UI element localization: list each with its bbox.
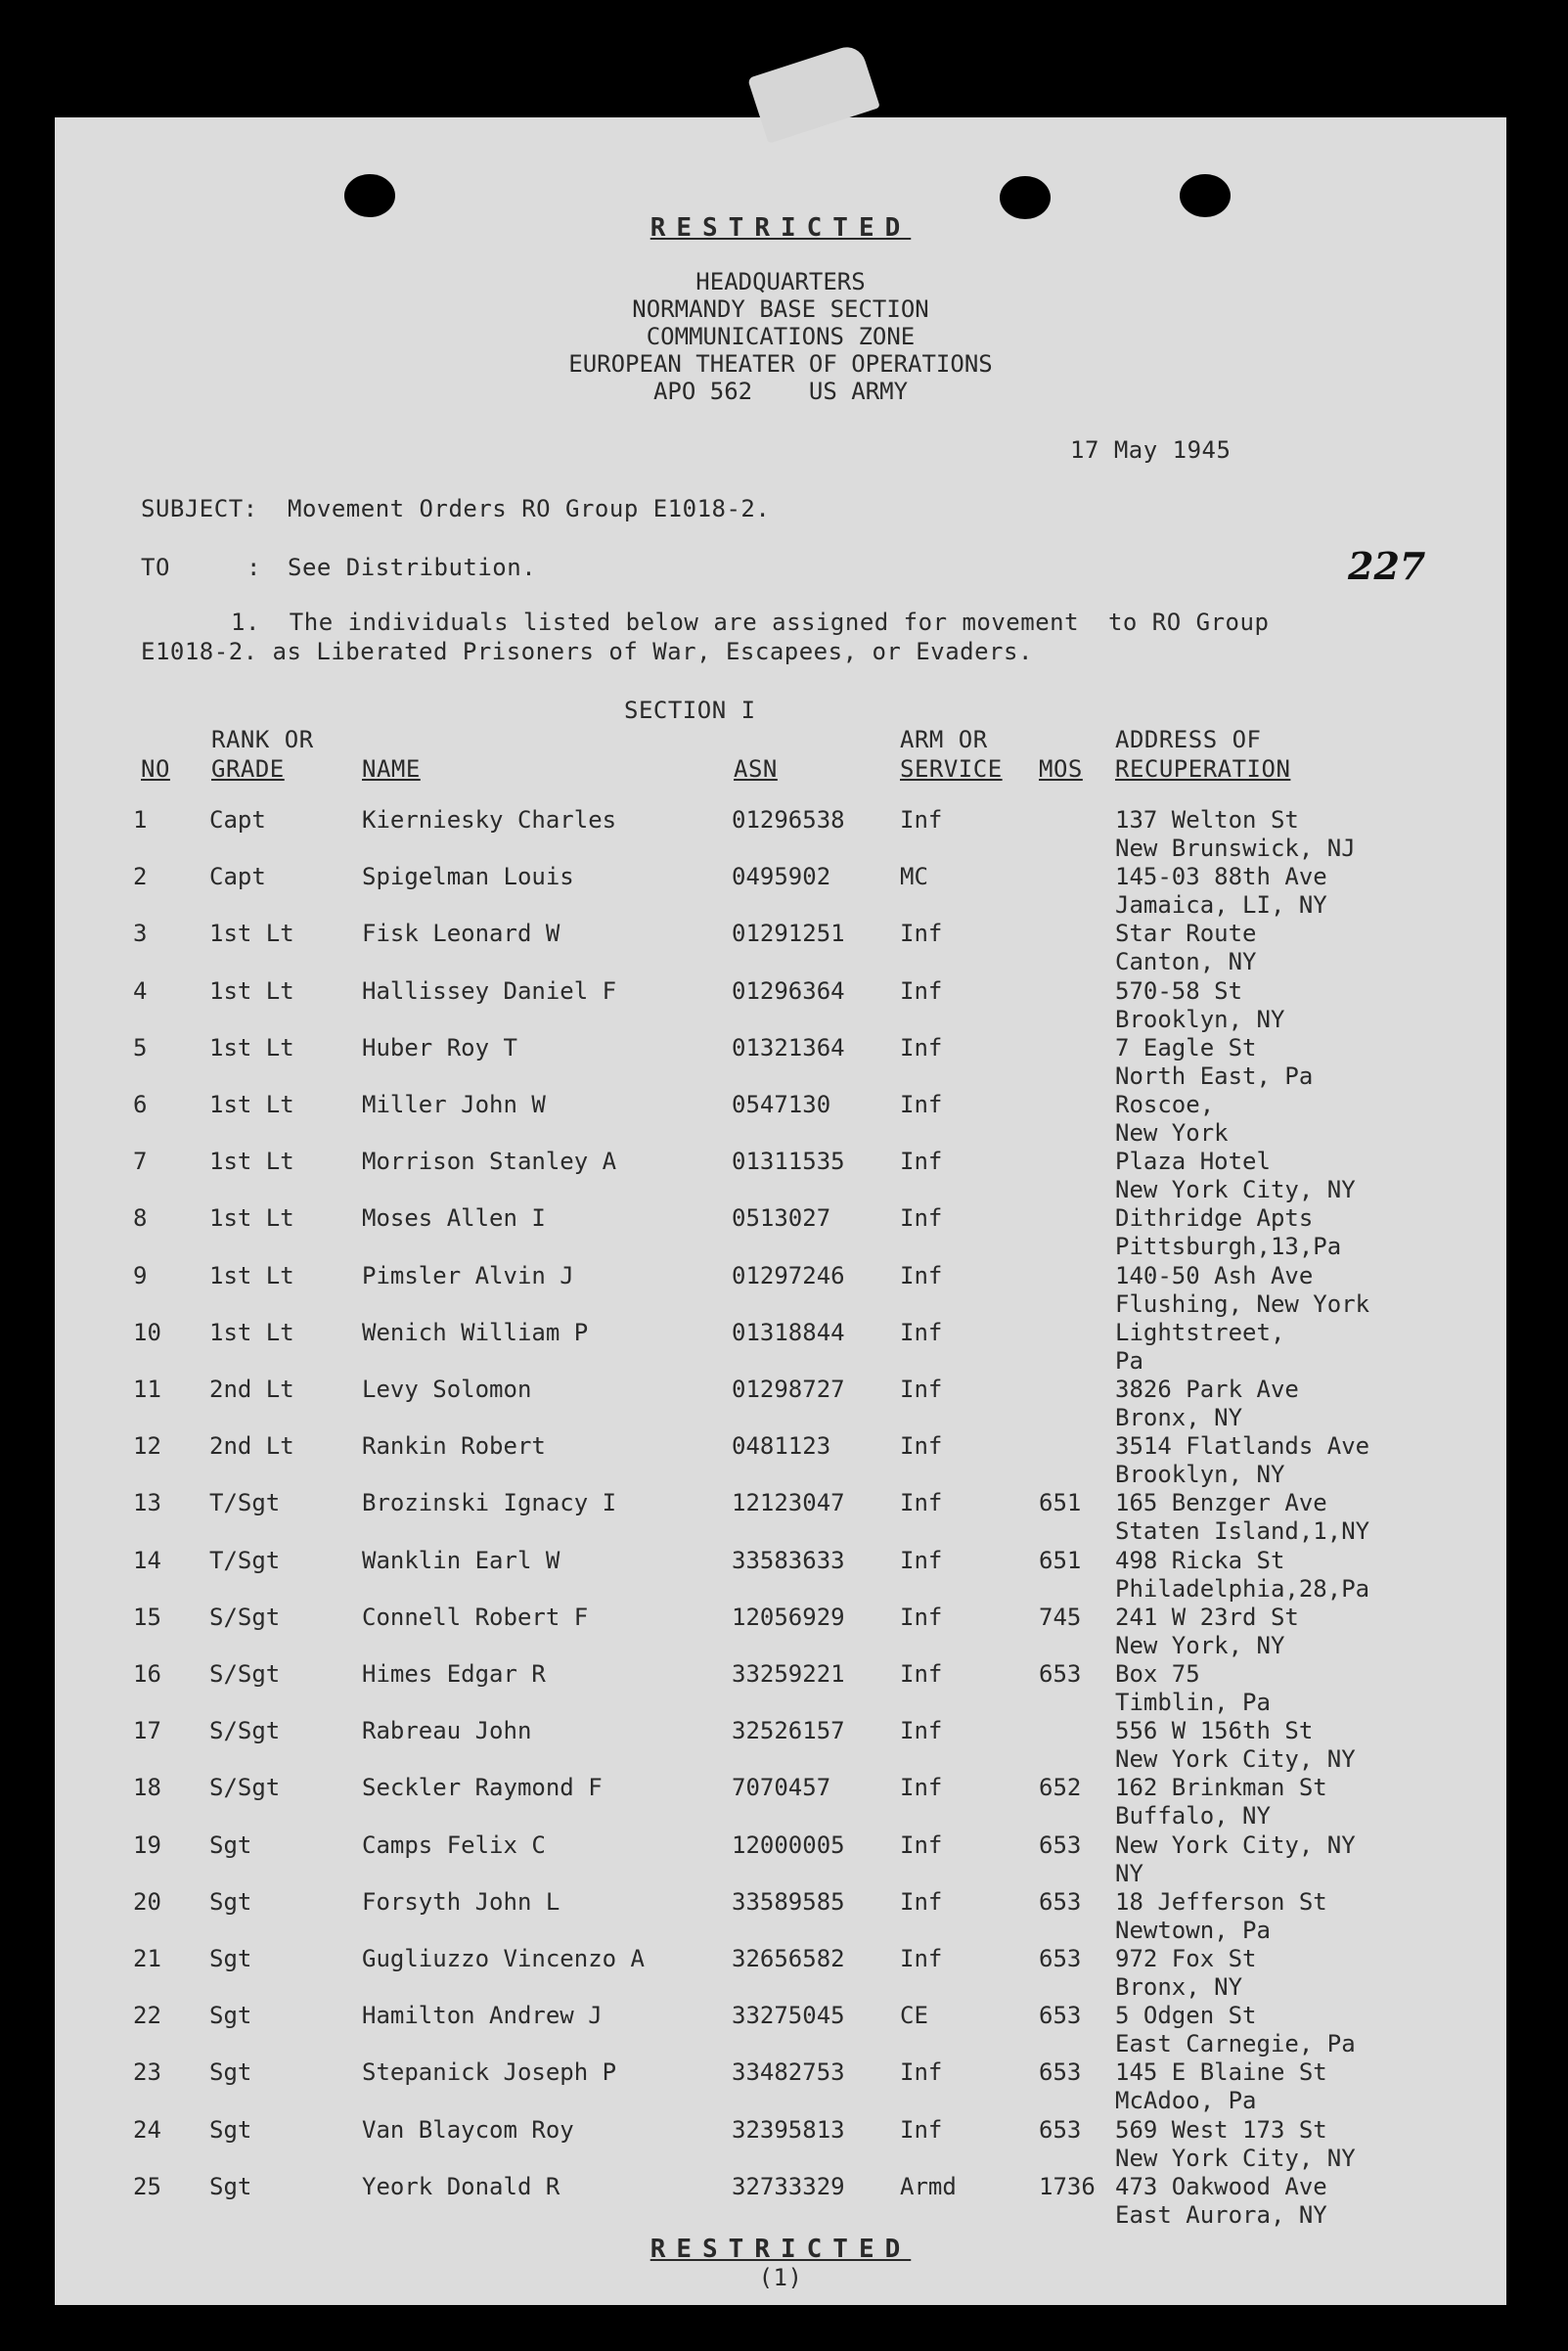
address-cell (1115, 1774, 1327, 1831)
asn-cell: 32733329 (732, 2172, 845, 2200)
asn-cell: 12056929 (732, 1603, 845, 1631)
name-cell: Morrison Stanley A (362, 1148, 617, 1176)
rank-cell: 1st Lt (209, 1033, 294, 1062)
table-row (0, 1432, 1568, 1489)
table-row (0, 920, 1568, 976)
table-row (0, 1489, 1568, 1546)
punch-hole (1180, 174, 1231, 217)
asn-cell: 33275045 (732, 2002, 845, 2030)
rank-cell: T/Sgt (209, 1489, 281, 1517)
document-date: 17 May 1945 (1070, 436, 1232, 464)
address-cell (1115, 1091, 1229, 1148)
arm-cell: Inf (900, 1717, 943, 1745)
address-cell (1115, 2058, 1327, 2115)
arm-cell: Inf (900, 1318, 943, 1346)
asn-cell: 01296538 (732, 806, 845, 834)
table-row (0, 1204, 1568, 1261)
row-number: 23 (133, 2058, 161, 2087)
asn-cell: 33482753 (732, 2058, 845, 2087)
col-header-mos: MOS (1039, 755, 1083, 783)
row-number: 10 (133, 1318, 161, 1346)
rank-cell: 2nd Lt (209, 1432, 294, 1461)
col-header-address-top: ADDRESS OF (1115, 726, 1262, 753)
rank-cell: 1st Lt (209, 1091, 294, 1118)
mos-cell: 651 (1039, 1546, 1082, 1574)
address-line-1: 241 W 23rd St (1115, 1603, 1299, 1631)
row-number: 22 (133, 2002, 161, 2030)
table-row (0, 1376, 1568, 1432)
row-number: 6 (133, 1091, 148, 1118)
address-line-2: Flushing, New York (1115, 1289, 1370, 1318)
rank-cell: 1st Lt (209, 1204, 294, 1233)
col-header-rank-top: RANK OR (211, 726, 314, 753)
subject-label: SUBJECT: (141, 495, 258, 522)
row-number: 11 (133, 1376, 161, 1403)
arm-cell: Inf (900, 2115, 943, 2144)
rank-cell: 1st Lt (209, 920, 294, 948)
address-line-1: 3514 Flatlands Ave (1115, 1432, 1370, 1461)
subject-text: Movement Orders RO Group E1018-2. (288, 495, 771, 522)
name-cell: Hamilton Andrew J (362, 2002, 603, 2030)
arm-cell: CE (900, 2002, 928, 2030)
address-cell (1115, 1148, 1356, 1204)
name-cell: Huber Roy T (362, 1033, 517, 1062)
col-header-asn: ASN (734, 755, 778, 783)
name-cell: Hallissey Daniel F (362, 976, 617, 1005)
arm-cell: Inf (900, 920, 943, 948)
rank-cell: Sgt (209, 2002, 252, 2030)
asn-cell: 33583633 (732, 1546, 845, 1574)
rank-cell: 1st Lt (209, 976, 294, 1005)
asn-cell: 01311535 (732, 1148, 845, 1176)
arm-cell: Inf (900, 1376, 943, 1403)
rank-cell: 1st Lt (209, 1148, 294, 1176)
address-cell (1115, 1034, 1313, 1091)
address-line-1: 5 Odgen St (1115, 2002, 1257, 2030)
page-number: (1) (758, 2264, 803, 2291)
address-line-1: 569 West 173 St (1115, 2115, 1327, 2144)
mos-cell: 652 (1039, 1774, 1082, 1802)
col-header-address-bottom: RECUPERATION (1115, 755, 1291, 783)
asn-cell: 01318844 (732, 1318, 845, 1346)
name-cell: Miller John W (362, 1091, 546, 1118)
address-line-2: New York, NY (1115, 1631, 1285, 1659)
org-line: HEADQUARTERS (695, 268, 866, 295)
punch-hole (344, 174, 395, 217)
asn-cell: 0547130 (732, 1091, 831, 1118)
table-row (0, 1091, 1568, 1148)
arm-cell: Inf (900, 1945, 943, 1972)
rank-cell: Sgt (209, 2058, 252, 2087)
address-line-2: East Aurora, NY (1115, 2200, 1327, 2229)
address-line-1: 7 Eagle St (1115, 1033, 1257, 1062)
mos-cell: 653 (1039, 2115, 1082, 2144)
arm-cell: Inf (900, 1774, 943, 1802)
table-row (0, 1604, 1568, 1660)
row-number: 21 (133, 1945, 161, 1972)
name-cell: Van Blaycom Roy (362, 2115, 574, 2144)
address-cell (1115, 806, 1356, 863)
rank-cell: S/Sgt (209, 1660, 281, 1688)
rank-cell: S/Sgt (209, 1774, 281, 1802)
address-line-1: New York City, NY (1115, 1831, 1356, 1859)
address-line-1: 498 Ricka St (1115, 1546, 1285, 1574)
address-line-2: Staten Island,1,NY (1115, 1517, 1370, 1546)
address-line-2: Timblin, Pa (1115, 1689, 1271, 1716)
row-number: 8 (133, 1204, 148, 1233)
name-cell: Himes Edgar R (362, 1660, 546, 1688)
table-row (0, 1547, 1568, 1604)
name-cell: Wanklin Earl W (362, 1546, 560, 1574)
name-cell: Rankin Robert (362, 1432, 546, 1461)
arm-cell: Inf (900, 1489, 943, 1517)
table-row (0, 1945, 1568, 2002)
asn-cell: 33589585 (732, 1887, 845, 1916)
table-row (0, 2058, 1568, 2115)
rank-cell: Sgt (209, 2172, 252, 2200)
address-line-1: 137 Welton St (1115, 806, 1299, 834)
row-number: 4 (133, 976, 148, 1005)
address-cell (1115, 1204, 1341, 1261)
arm-cell: Inf (900, 806, 943, 834)
col-header-name: NAME (362, 755, 421, 783)
name-cell: Kierniesky Charles (362, 806, 617, 834)
address-cell (1115, 920, 1257, 976)
address-cell (1115, 1547, 1369, 1604)
arm-cell: Inf (900, 1603, 943, 1631)
address-cell (1115, 1604, 1299, 1660)
address-line-2: Newtown, Pa (1115, 1916, 1271, 1944)
rank-cell: 1st Lt (209, 1261, 294, 1289)
address-line-2: New York City, NY (1115, 1176, 1356, 1204)
asn-cell: 01291251 (732, 920, 845, 948)
asn-cell: 01296364 (732, 976, 845, 1005)
row-number: 2 (133, 863, 148, 891)
col-header-arm-bottom: SERVICE (900, 755, 1003, 783)
rank-cell: T/Sgt (209, 1546, 281, 1574)
col-header-arm-top: ARM OR (900, 726, 988, 753)
row-number: 24 (133, 2115, 161, 2144)
rank-cell: S/Sgt (209, 1717, 281, 1745)
mos-cell: 653 (1039, 1945, 1082, 1972)
org-line: COMMUNICATIONS ZONE (646, 323, 916, 350)
name-cell: Wenich William P (362, 1318, 589, 1346)
row-number: 15 (133, 1603, 161, 1631)
asn-cell: 32526157 (732, 1717, 845, 1745)
row-number: 19 (133, 1831, 161, 1859)
name-cell: Spigelman Louis (362, 863, 574, 891)
row-number: 20 (133, 1887, 161, 1916)
name-cell: Connell Robert F (362, 1603, 589, 1631)
name-cell: Rabreau John (362, 1717, 532, 1745)
mos-cell: 651 (1039, 1489, 1082, 1517)
org-line: NORMANDY BASE SECTION (632, 295, 929, 323)
org-line: EUROPEAN THEATER OF OPERATIONS (568, 350, 993, 378)
name-cell: Seckler Raymond F (362, 1774, 603, 1802)
address-line-2: Brooklyn, NY (1115, 1461, 1285, 1489)
arm-cell: Inf (900, 2058, 943, 2087)
arm-cell: Inf (900, 1261, 943, 1289)
table-row (0, 1888, 1568, 1945)
arm-cell: Inf (900, 1432, 943, 1461)
table-row (0, 1034, 1568, 1091)
address-cell (1115, 1432, 1369, 1489)
asn-cell: 01297246 (732, 1261, 845, 1289)
address-line-2: Bronx, NY (1115, 1404, 1243, 1431)
paragraph-1-line-2: E1018-2. as Liberated Prisoners of War, Escapees, or Evaders. (141, 638, 1033, 665)
row-number: 12 (133, 1432, 161, 1461)
row-number: 1 (133, 806, 148, 834)
address-line-1: 140-50 Ash Ave (1115, 1261, 1314, 1289)
mos-cell: 653 (1039, 1831, 1082, 1859)
row-number: 9 (133, 1261, 148, 1289)
asn-cell: 0495902 (732, 863, 831, 891)
name-cell: Pimsler Alvin J (362, 1261, 574, 1289)
table-row (0, 806, 1568, 863)
arm-cell: Inf (900, 1660, 943, 1688)
table-row (0, 1774, 1568, 1831)
address-cell (1115, 1660, 1271, 1717)
address-line-2: New York City, NY (1115, 2144, 1356, 2172)
address-line-2: Pittsburgh,13,Pa (1115, 1233, 1342, 1261)
name-cell: Levy Solomon (362, 1376, 532, 1403)
rank-cell: Sgt (209, 1887, 252, 1916)
table-row (0, 2116, 1568, 2173)
table-row (0, 1262, 1568, 1319)
address-line-2: Bronx, NY (1115, 1973, 1243, 2001)
address-line-1: Dithridge Apts (1115, 1204, 1314, 1233)
rank-cell: Sgt (209, 2115, 252, 2144)
address-line-1: Plaza Hotel (1115, 1148, 1271, 1176)
address-line-2: North East, Pa (1115, 1062, 1314, 1090)
row-number: 14 (133, 1546, 161, 1574)
address-line-1: 972 Fox St (1115, 1945, 1257, 1972)
address-line-1: 473 Oakwood Ave (1115, 2172, 1327, 2200)
stamp-number: 227 (1348, 544, 1426, 588)
table-row (0, 2002, 1568, 2058)
address-cell (1115, 2002, 1356, 2058)
row-number: 13 (133, 1489, 161, 1517)
address-line-1: Roscoe, (1115, 1091, 1215, 1118)
table-row (0, 1319, 1568, 1376)
arm-cell: Inf (900, 1546, 943, 1574)
address-line-1: Box 75 (1115, 1660, 1200, 1688)
asn-cell: 32395813 (732, 2115, 845, 2144)
arm-cell: Inf (900, 1887, 943, 1916)
asn-cell: 01298727 (732, 1376, 845, 1403)
mos-cell: 1736 (1039, 2172, 1096, 2200)
arm-cell: Inf (900, 976, 943, 1005)
address-line-1: 165 Benzger Ave (1115, 1489, 1327, 1517)
mos-cell: 653 (1039, 2058, 1082, 2087)
table-row (0, 1717, 1568, 1774)
row-number: 5 (133, 1033, 148, 1062)
rank-cell: Sgt (209, 1945, 252, 1972)
address-line-2: McAdoo, Pa (1115, 2087, 1257, 2115)
row-number: 25 (133, 2172, 161, 2200)
address-cell (1115, 1319, 1284, 1376)
arm-cell: Inf (900, 1204, 943, 1233)
name-cell: Camps Felix C (362, 1831, 546, 1859)
address-line-1: 556 W 156th St (1115, 1717, 1314, 1745)
address-line-1: 145 E Blaine St (1115, 2058, 1327, 2087)
address-line-2: Philadelphia,28,Pa (1115, 1574, 1370, 1603)
mos-cell: 653 (1039, 1887, 1082, 1916)
address-cell (1115, 1831, 1356, 1888)
address-line-2: New York (1115, 1119, 1229, 1147)
address-cell (1115, 1888, 1327, 1945)
col-header-no: NO (141, 755, 170, 783)
address-cell (1115, 1376, 1299, 1432)
address-cell (1115, 1717, 1356, 1774)
rank-cell: 1st Lt (209, 1318, 294, 1346)
name-cell: Forsyth John L (362, 1887, 560, 1916)
asn-cell: 12123047 (732, 1489, 845, 1517)
row-number: 7 (133, 1148, 148, 1176)
row-number: 3 (133, 920, 148, 948)
table-row (0, 2173, 1568, 2230)
to-colon: : (246, 554, 261, 581)
rank-cell: Capt (209, 806, 266, 834)
table-row (0, 1660, 1568, 1717)
rank-cell: Sgt (209, 1831, 252, 1859)
rank-cell: 2nd Lt (209, 1376, 294, 1403)
address-cell (1115, 2173, 1327, 2230)
address-line-1: 570-58 St (1115, 976, 1243, 1005)
arm-cell: Inf (900, 1148, 943, 1176)
address-cell (1115, 1945, 1257, 2002)
row-number: 18 (133, 1774, 161, 1802)
arm-cell: MC (900, 863, 928, 891)
address-cell (1115, 863, 1327, 920)
section-title: SECTION I (624, 697, 756, 724)
address-cell (1115, 2116, 1356, 2173)
table-row (0, 1148, 1568, 1204)
table-row (0, 1831, 1568, 1888)
arm-cell: Inf (900, 1091, 943, 1118)
rank-cell: Capt (209, 863, 266, 891)
address-line-2: Jamaica, LI, NY (1115, 891, 1327, 920)
asn-cell: 32656582 (732, 1945, 845, 1972)
name-cell: Gugliuzzo Vincenzo A (362, 1945, 645, 1972)
asn-cell: 7070457 (732, 1774, 831, 1802)
address-line-2: Brooklyn, NY (1115, 1005, 1285, 1033)
col-header-rank-bottom: GRADE (211, 755, 285, 783)
asn-cell: 0481123 (732, 1432, 831, 1461)
name-cell: Moses Allen I (362, 1204, 546, 1233)
table-row (0, 863, 1568, 920)
asn-cell: 12000005 (732, 1831, 845, 1859)
address-line-2: Canton, NY (1115, 948, 1257, 976)
arm-cell: Armd (900, 2172, 957, 2200)
address-line-2: New Brunswick, NJ (1115, 835, 1356, 862)
mos-cell: 745 (1039, 1603, 1082, 1631)
address-line-1: 3826 Park Ave (1115, 1376, 1299, 1403)
paragraph-1-line-1: 1. The individuals listed below are assigned for movement to RO Group (231, 609, 1270, 636)
name-cell: Brozinski Ignacy I (362, 1489, 617, 1517)
address-line-2: NY (1115, 1859, 1143, 1887)
address-line-1: 162 Brinkman St (1115, 1774, 1327, 1802)
asn-cell: 33259221 (732, 1660, 845, 1688)
name-cell: Fisk Leonard W (362, 920, 560, 948)
address-line-2: Buffalo, NY (1115, 1802, 1271, 1831)
mos-cell: 653 (1039, 1660, 1082, 1688)
address-cell (1115, 1489, 1369, 1546)
classification-bottom: RESTRICTED (650, 2235, 912, 2264)
address-line-2: Pa (1115, 1346, 1143, 1375)
table-row (0, 977, 1568, 1034)
org-line: APO 562 US ARMY (652, 378, 909, 405)
address-line-1: Lightstreet, (1115, 1318, 1285, 1346)
name-cell: Yeork Donald R (362, 2172, 560, 2200)
address-line-1: 18 Jefferson St (1115, 1887, 1327, 1916)
to-label: TO (141, 554, 170, 581)
asn-cell: 01321364 (732, 1033, 845, 1062)
address-line-1: 145-03 88th Ave (1115, 863, 1327, 891)
address-line-2: East Carnegie, Pa (1115, 2030, 1356, 2058)
address-cell (1115, 1262, 1369, 1319)
asn-cell: 0513027 (732, 1204, 831, 1233)
address-line-1: Star Route (1115, 920, 1257, 948)
row-number: 16 (133, 1660, 161, 1688)
arm-cell: Inf (900, 1831, 943, 1859)
classification-top: RESTRICTED (650, 213, 912, 243)
address-cell (1115, 977, 1284, 1034)
mos-cell: 653 (1039, 2002, 1082, 2030)
row-number: 17 (133, 1717, 161, 1745)
org-block (55, 268, 1506, 405)
arm-cell: Inf (900, 1033, 943, 1062)
to-text: See Distribution. (288, 554, 537, 581)
rank-cell: S/Sgt (209, 1603, 281, 1631)
address-line-2: New York City, NY (1115, 1745, 1356, 1774)
name-cell: Stepanick Joseph P (362, 2058, 617, 2087)
